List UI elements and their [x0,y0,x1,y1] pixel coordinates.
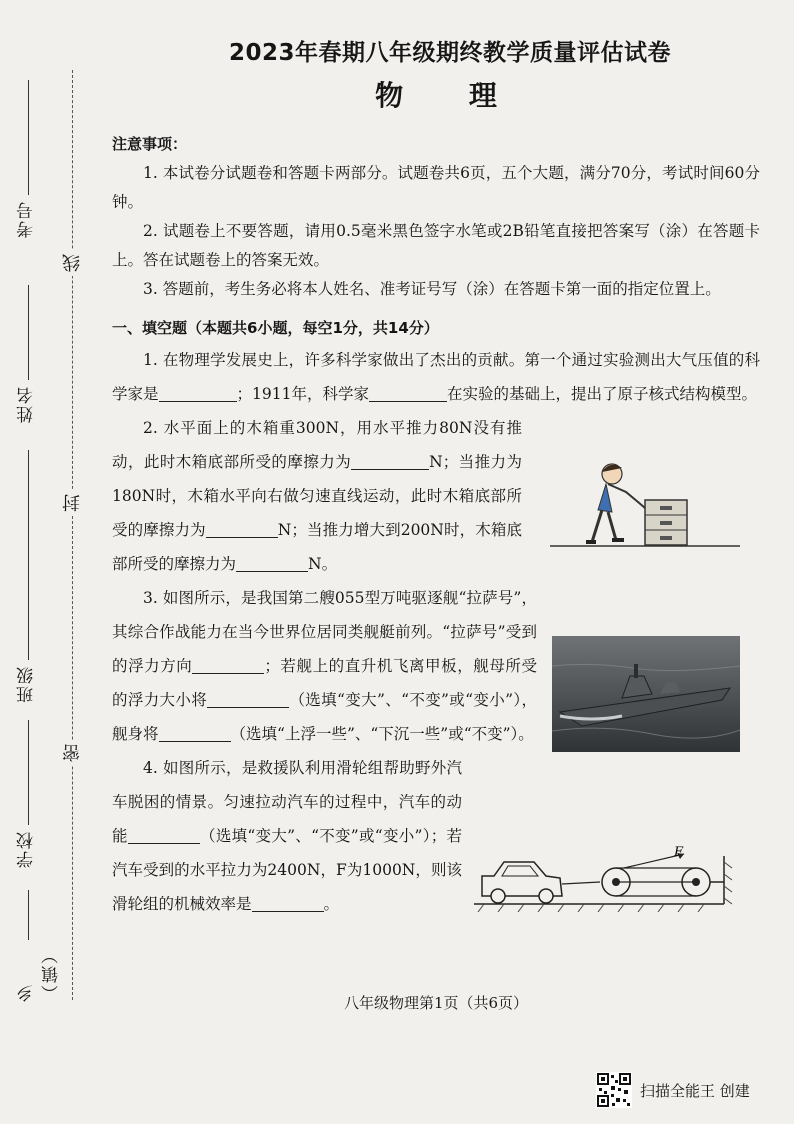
q2-text-a: 2. 水平面上的木箱重300N，用水平推力80N没有推动，此时木箱底部所受的摩擦力为 [112,419,522,471]
name-label: 姓名 [17,385,37,423]
class-blank [28,450,29,660]
q3-text-c: （选填“变大”、“不变”或“变小”），舰身将 [112,691,537,743]
answer-blank [128,828,200,845]
qr-code-icon [596,1072,632,1108]
q3-text-a: 3. 如图所示，是我国第二艘055型万吨驱逐舰“拉萨号”，其综合作战能力在当今世界位居同类舰艇前列。“拉萨号”受到的浮力方向 [112,589,537,675]
answer-blank [369,386,447,403]
question-1 [112,343,760,411]
section-title: 一、填空题（本题共6小题，每空1分，共14分） [112,319,439,337]
note-item: 3. 答题前，考生务必将本人姓名、准考证号写（涂）在答题卡第一面的指定位置上。 [143,280,721,298]
seal-mark-seal: 封 [60,490,86,516]
question-2 [112,411,522,581]
q3-text-b: ；若舰上的直升机飞离甲板，舰母所受的浮力大小将 [112,657,537,709]
exam-number-label: 考号 [17,200,37,238]
boy-pushing-box-figure [550,452,740,550]
q4-text-c: 。 [323,895,340,913]
answer-blank [159,726,231,743]
answer-blank [207,692,289,709]
question-4 [112,751,462,921]
force-label: F [674,846,684,860]
town-label: 乡（镇） [17,945,62,1002]
note-item: 2. 试题卷上不要答题，请用0.5毫米黑色签字水笔或2B铅笔直接把答案写（涂）在答题卡上。答在试题卷上的答案无效。 [112,222,760,269]
q4-text-b: （选填“变大”、“不变”或“变小”）；若汽车受到的水平拉力为2400N，F为1000N，则该滑轮组的机械效率是 [112,827,462,913]
q4-text-a: 4. 如图所示，是救援队利用滑轮组帮助野外汽车脱困的情景。匀速拉动汽车的过程中，汽车的动能 [112,759,462,845]
answer-blank [159,386,237,403]
scanner-text: 扫描全能王 创建 [640,1081,750,1100]
notes-heading: 注意事项： [112,135,188,153]
question-3 [112,581,537,751]
class-label: 班级 [17,665,37,703]
pulley-car-figure [474,846,740,916]
seal-mark-secret: 密 [60,740,86,766]
seal-line [72,70,73,1000]
q2-text-c: N；当推力增大到200N时，木箱底部所受的摩擦力为 [112,521,522,573]
scanner-watermark [596,1072,750,1108]
seal-mark-line: 线 [60,250,86,276]
q2-text-d: N。 [308,555,338,573]
answer-blank [206,522,278,539]
answer-blank [351,454,429,471]
subject-title: 物 理 [375,79,525,112]
exam-title: 2023年春期八年级期终教学质量评估试卷 [228,40,671,66]
answer-blank [252,896,324,913]
destroyer-photo [552,636,740,752]
q1-text-b: ；1911年，科学家 [236,385,369,403]
note-item: 1. 本试卷分试题卷和答题卡两部分。试题卷共6页，五个大题，满分70分，考试时间60分钟。 [112,164,760,211]
name-blank [28,285,29,380]
q3-text-d: （选填“上浮一些”、“下沉一些”或“不变”）。 [230,725,534,743]
school-blank [28,720,29,825]
school-label: 学校 [17,830,37,868]
answer-blank [192,658,264,675]
exam-number-blank [28,80,29,195]
q2-text-b: N；当推力为180N时，木箱水平向右做匀速直线运动，此时木箱底部所受的摩擦力为 [112,453,522,539]
q1-text-a: 1. 在物理学发展史上，许多科学家做出了杰出的贡献。第一个通过实验测出大气压值的科学家是 [112,351,760,403]
page-footer: 八年级物理第1页（共6页） [343,994,529,1012]
town-blank [28,890,29,940]
binding-margin [0,30,105,1002]
answer-blank [236,556,308,573]
q1-text-c: 在实验的基础上，提出了原子核式结构模型。 [446,385,757,403]
